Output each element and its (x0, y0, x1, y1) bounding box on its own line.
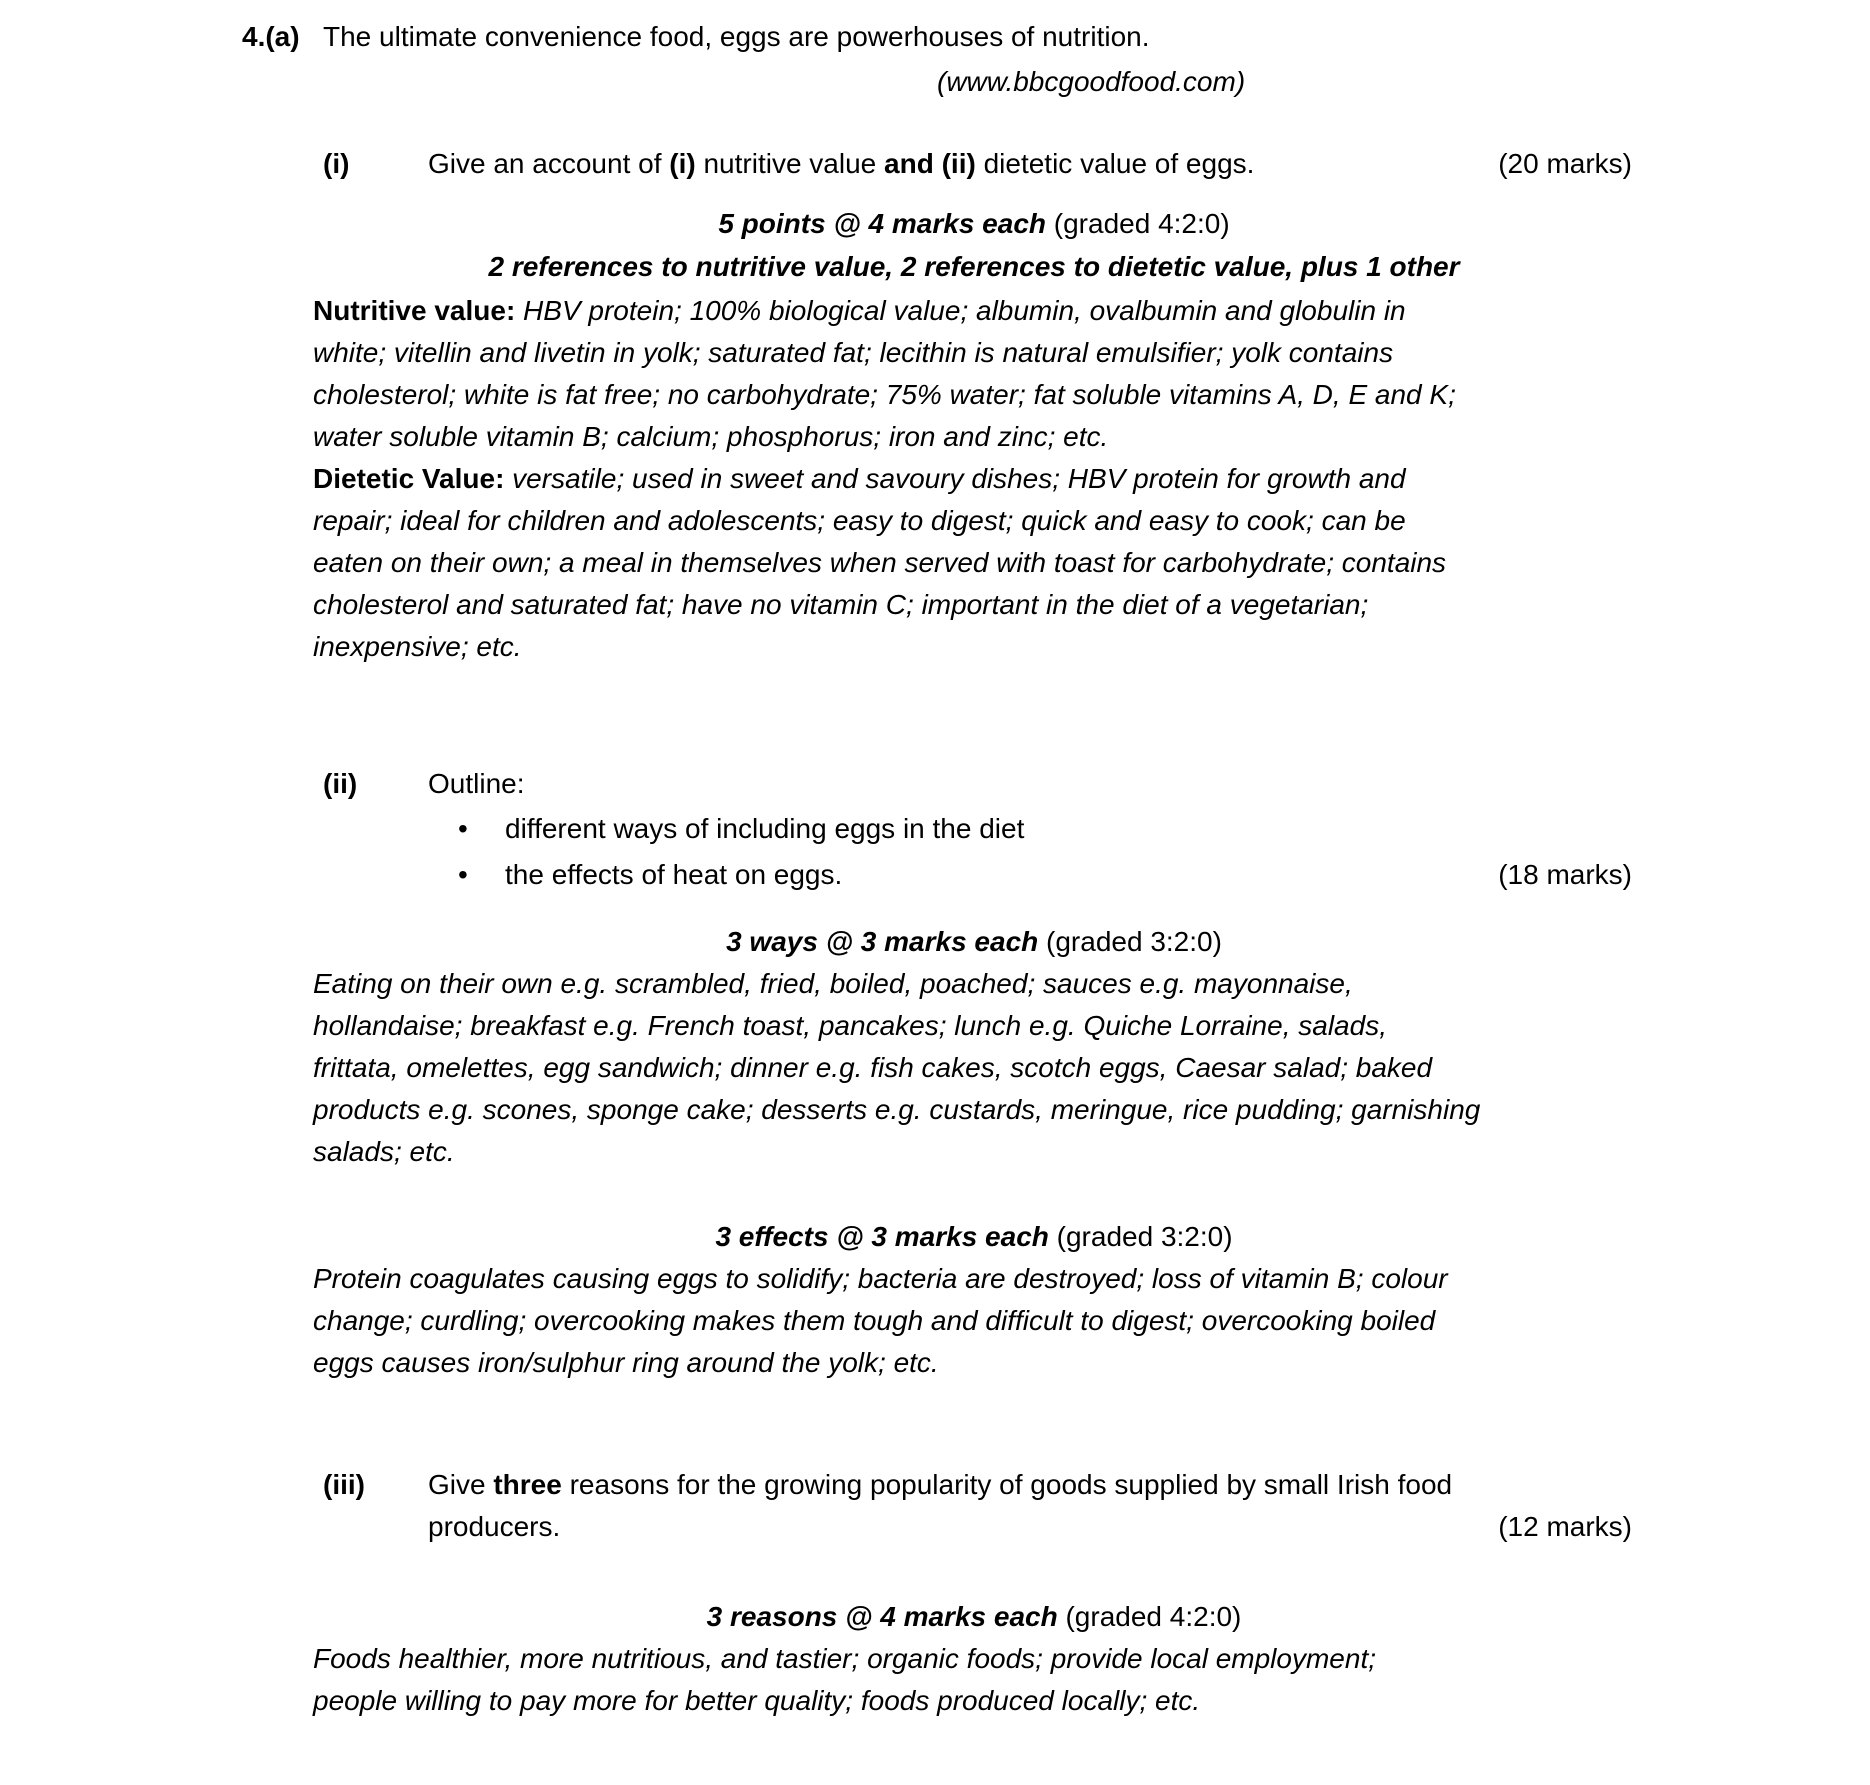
ways-line-3: frittata, omelettes, egg sandwich; dinner e.g. fish cakes, scotch eggs, Caesar salad; baked (313, 1052, 1433, 1083)
part-i-scheme-subheading: 2 references to nutritive value, 2 references to dietetic value, plus 1 other (488, 251, 1460, 282)
bullet-item-2 (458, 858, 1632, 892)
part-ii-label: (ii) (323, 768, 358, 799)
part-iii-label: (iii) (323, 1469, 365, 1500)
part-ii-lead: Outline: (428, 768, 525, 799)
dietetic-line-4: cholesterol and saturated fat; have no vitamin C; important in the diet of a vegetarian; (313, 589, 1369, 620)
part-i-question-line (323, 147, 1632, 181)
effects-heading: 3 effects @ 3 marks each (715, 1221, 1049, 1252)
part-iii-question-seg1: Give (428, 1469, 494, 1500)
part-iii-marks: (12 marks) (1498, 1511, 1632, 1542)
reasons-heading-line (313, 1600, 1635, 1634)
reasons-line-2: people willing to pay more for better quality; foods produced locally; etc. (313, 1685, 1201, 1716)
dietetic-line-2: repair; ideal for children and adolescents; easy to digest; quick and easy to cook; can be (313, 505, 1406, 536)
part-i-label: (i) (323, 148, 350, 179)
ways-line-4: products e.g. scones, sponge cake; desserts e.g. custards, meringue, rice pudding; garnishing (313, 1094, 1481, 1125)
nutritive-line-1 (313, 294, 1406, 328)
ways-heading-line (313, 925, 1635, 959)
ways-grading-note: (graded 3:2:0) (1038, 926, 1222, 957)
ways-line-5: salads; etc. (313, 1136, 455, 1167)
grading-note: (graded 4:2:0) (1046, 208, 1230, 239)
bullet-icon: • (458, 813, 468, 844)
effects-line-3: eggs causes iron/sulphur ring around the yolk; etc. (313, 1347, 939, 1378)
question-intro-text: The ultimate convenience food, eggs are powerhouses of nutrition. (323, 21, 1150, 52)
nutritive-line-3: cholesterol; white is fat free; no carbohydrate; 75% water; fat soluble vitamins A, D, E and K; (313, 379, 1456, 410)
part-iii-question-line-2 (428, 1510, 1632, 1544)
effects-grading-note: (graded 3:2:0) (1048, 1221, 1233, 1252)
question-number: 4.(a) (242, 21, 300, 52)
bullet-icon: • (458, 859, 468, 890)
ways-heading: 3 ways @ 3 marks each (726, 926, 1039, 957)
nutritive-value-label: Nutritive value: (313, 295, 516, 326)
bullet-item-1 (458, 812, 1024, 846)
part-i-question-seg5: dietetic value of eggs. (975, 148, 1255, 179)
bullet-text-1: different ways of including eggs in the diet (505, 813, 1025, 844)
source-citation: (www.bbcgoodfood.com) (937, 66, 1246, 97)
reasons-grading-note: (graded 4:2:0) (1057, 1601, 1242, 1632)
ways-line-2: hollandaise; breakfast e.g. French toast, pancakes; lunch e.g. Quiche Lorraine, salads, (313, 1010, 1387, 1041)
dietetic-line-5: inexpensive; etc. (313, 631, 522, 662)
points-heading: 5 points @ 4 marks each (718, 208, 1046, 239)
part-i-scheme-heading (313, 207, 1635, 241)
nutritive-line-4: water soluble vitamin B; calcium; phosphorus; iron and zinc; etc. (313, 421, 1109, 452)
bullet-text-2: the effects of heat on eggs. (505, 859, 843, 890)
dietetic-line-1 (313, 462, 1406, 496)
effects-line-2: change; curdling; overcooking makes them tough and difficult to digest; overcooking boiled (313, 1305, 1436, 1336)
part-iii-question-line (323, 1468, 1452, 1502)
part-i-marks: (20 marks) (1498, 148, 1632, 179)
part-ii-question-line (323, 767, 525, 801)
reasons-line-1: Foods healthier, more nutritious, and tastier; organic foods; provide local employment; (313, 1643, 1377, 1674)
part-ii-marks: (18 marks) (1498, 859, 1632, 890)
part-i-question-seg4: and (ii) (884, 148, 976, 179)
question-4a-line (242, 20, 1150, 54)
nutritive-text: HBV protein; 100% biological value; albumin, ovalbumin and globulin in (515, 295, 1406, 326)
nutritive-line-2: white; vitellin and livetin in yolk; saturated fat; lecithin is natural emulsifier; yolk contains (313, 337, 1394, 368)
ways-line-1: Eating on their own e.g. scrambled, fried, boiled, poached; sauces e.g. mayonnaise, (313, 968, 1353, 999)
reasons-heading: 3 reasons @ 4 marks each (706, 1601, 1058, 1632)
effects-heading-line (313, 1220, 1635, 1254)
dietetic-text: versatile; used in sweet and savoury dishes; HBV protein for growth and (504, 463, 1406, 494)
part-iii-question-seg2: three (493, 1469, 562, 1500)
part-i-question-seg2: (i) (669, 148, 696, 179)
part-iii-question-seg3: reasons for the growing popularity of goods supplied by small Irish food (561, 1469, 1453, 1500)
effects-line-1: Protein coagulates causing eggs to solidify; bacteria are destroyed; loss of vitamin B; colour (313, 1263, 1448, 1294)
part-iii-question-line2-text: producers. (428, 1511, 561, 1542)
part-i-question-seg3: nutritive value (695, 148, 885, 179)
dietetic-line-3: eaten on their own; a meal in themselves when served with toast for carbohydrate; contains (313, 547, 1447, 578)
dietetic-value-label: Dietetic Value: (313, 463, 505, 494)
part-i-question-seg1: Give an account of (428, 148, 670, 179)
